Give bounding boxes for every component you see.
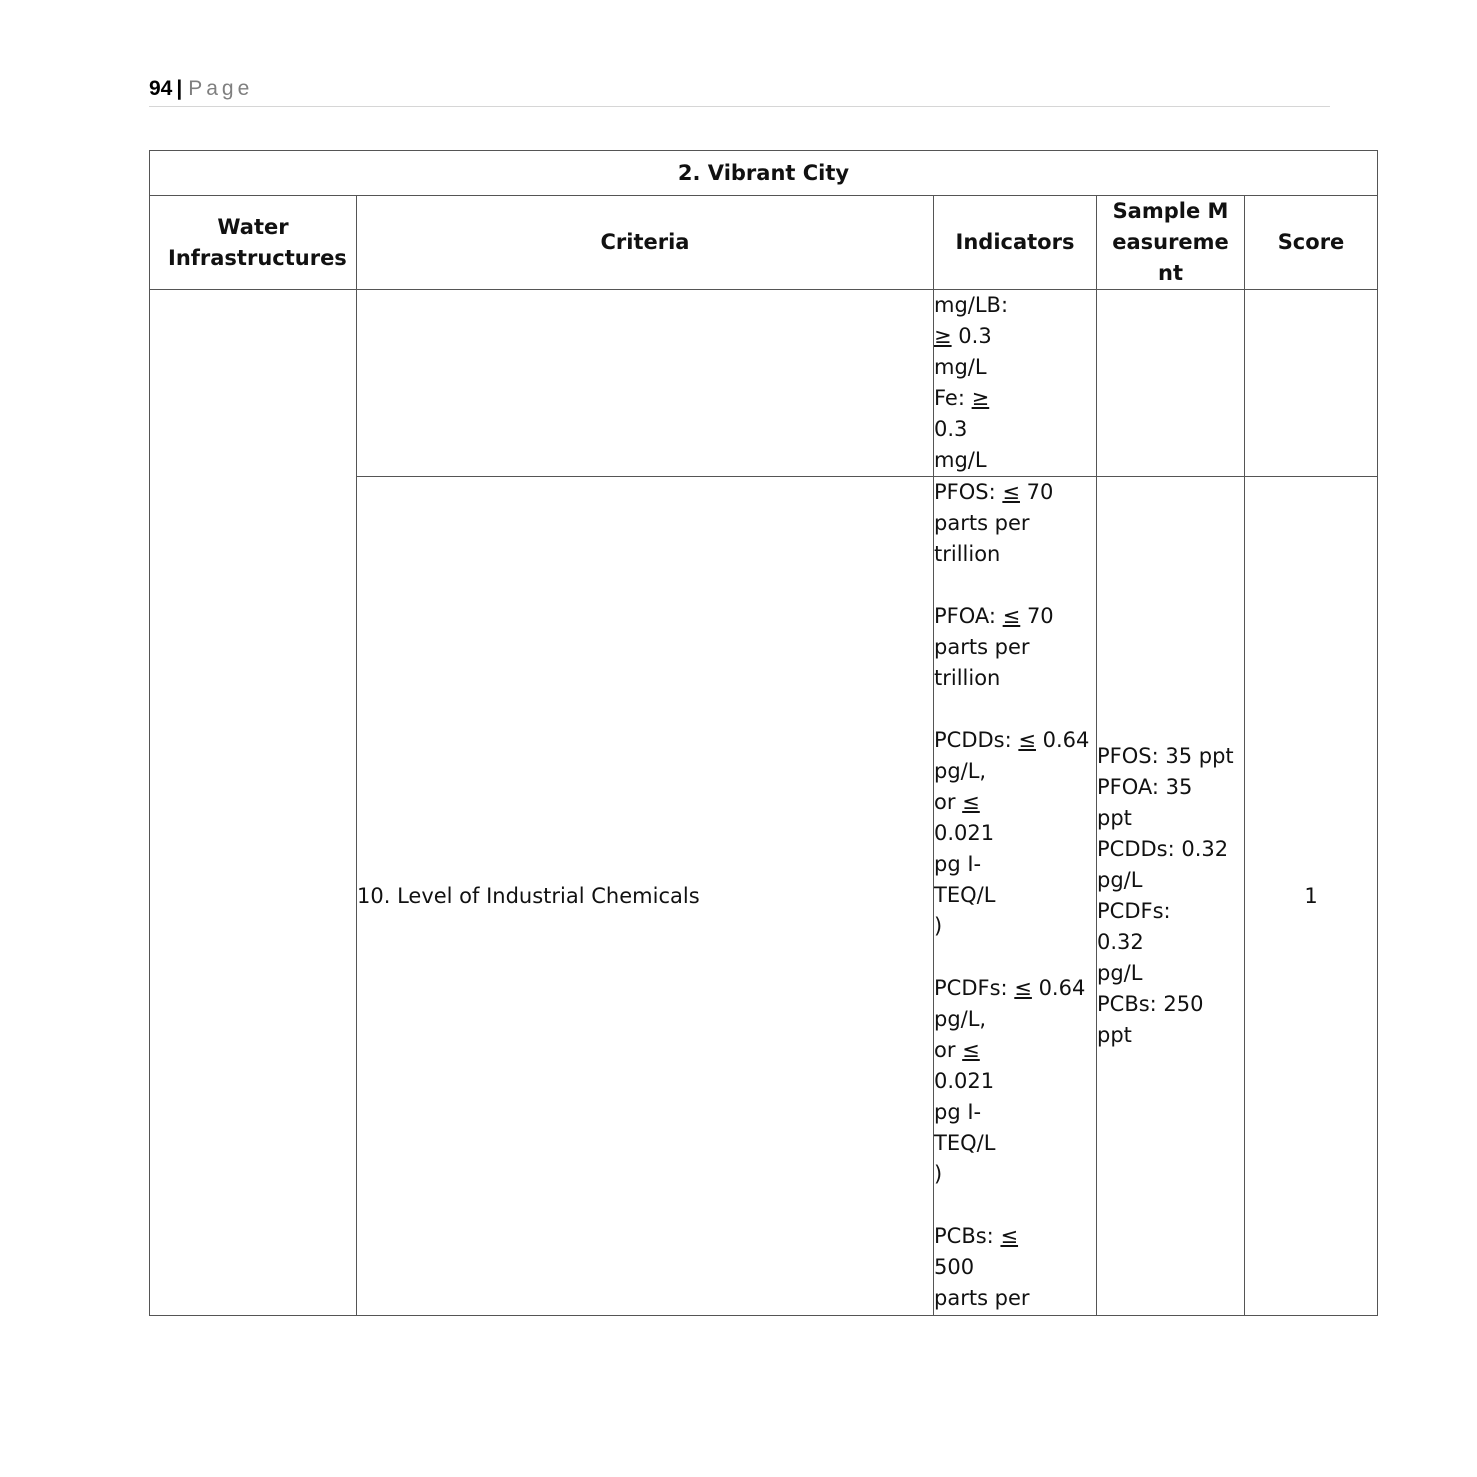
comparison-symbol: ≥ [971,386,990,410]
comparison-symbol: ≤ [1002,480,1020,504]
table-row [150,290,1378,477]
comparison-symbol: ≤ [1018,728,1036,752]
sample-measurement-cell: PFOS: 35 ppt PFOA: 35 ppt PCDDs: 0.32 pg/L PCDFs: 0.32 pg/L PCBs: 250 ppt [1097,477,1245,1316]
column-header-indicators: Indicators [934,196,1097,290]
page-number: 94 [149,77,173,100]
score-cell [1245,290,1378,477]
criteria-cell: 10. Level of Industrial Chemicals [357,477,934,1316]
comparison-symbol: ≤ [962,790,980,814]
column-header-sample-measurement-label: Sample Measurement [1112,199,1229,285]
comparison-symbol: ≥ [934,324,952,348]
indicators-cell: mg/LB: ≥ 0.3 mg/L Fe: ≥ 0.3 mg/L [934,290,1097,477]
column-header-water-infrastructures-label: Water Infrastructures [168,214,347,270]
column-header-sample-measurement [1097,196,1245,290]
water-infrastructures-cell [150,290,357,1316]
table-title: 2. Vibrant City [150,151,1378,196]
page-separator: | [176,77,183,100]
column-header-water-infrastructures [150,196,357,290]
indicators-cell: PFOS: ≤ 70 parts per trillion PFOA: ≤ 70 parts per trillion PCDDs: ≤ 0.64 pg/L, or ≤ 0.021 pg I- TEQ/L ) PCDFs: ≤ 0.64 pg/L, or ≤ 0.021 pg I- TEQ/L ) PCBs: ≤ 500 parts per [934,477,1097,1316]
vibrant-city-table [149,150,1378,1316]
page-word: Page [188,77,254,100]
column-header-criteria: Criteria [357,196,934,290]
comparison-symbol: ≤ [1014,976,1032,1000]
comparison-symbol: ≤ [962,1038,980,1062]
column-header-score: Score [1245,196,1378,290]
sample-measurement-cell [1097,290,1245,477]
comparison-symbol: ≤ [1002,604,1021,628]
comparison-symbol: ≤ [1000,1224,1019,1248]
page-header [149,74,1330,107]
score-cell: 1 [1245,477,1378,1316]
criteria-cell [357,290,934,477]
